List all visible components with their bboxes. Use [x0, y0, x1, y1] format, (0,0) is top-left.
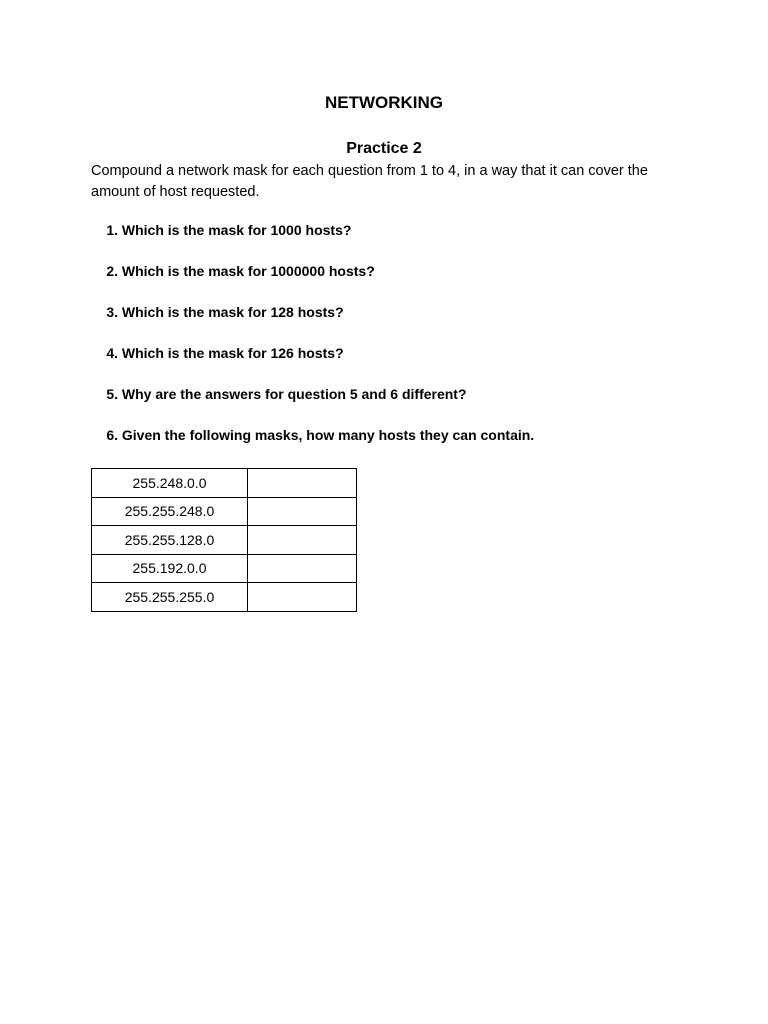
mask-cell: 255.255.128.0 [92, 526, 248, 555]
answer-cell[interactable] [248, 469, 357, 498]
question-item [91, 345, 711, 386]
table-row [92, 583, 357, 612]
question-list [91, 222, 711, 468]
question-item [91, 386, 711, 427]
document-title: NETWORKING [324, 93, 444, 112]
mask-cell: 255.248.0.0 [92, 469, 248, 498]
question-number: 6. [106, 427, 118, 443]
question-item [91, 222, 711, 263]
mask-cell: 255.255.248.0 [92, 497, 248, 526]
mask-table [91, 468, 357, 612]
question-item [91, 263, 711, 304]
question-number: 4. [106, 345, 118, 361]
question-item [91, 304, 711, 345]
question-number: 2. [106, 263, 118, 279]
answer-cell[interactable] [248, 497, 357, 526]
answer-cell[interactable] [248, 554, 357, 583]
question-text: Given the following masks, how many hosts they can contain. [121, 427, 535, 443]
document-subtitle: Practice 2 [346, 140, 422, 157]
table-row [92, 526, 357, 555]
answer-cell[interactable] [248, 526, 357, 555]
question-number: 1. [106, 222, 118, 238]
question-text: Why are the answers for question 5 and 6 different? [121, 386, 467, 402]
table-row [92, 469, 357, 498]
question-text: Which is the mask for 128 hosts? [121, 304, 344, 320]
question-number: 5. [106, 386, 118, 402]
question-item [91, 427, 711, 468]
question-number: 3. [106, 304, 118, 320]
question-text: Which is the mask for 1000 hosts? [121, 222, 352, 238]
mask-cell: 255.192.0.0 [92, 554, 248, 583]
table-row [92, 497, 357, 526]
answer-cell[interactable] [248, 583, 357, 612]
table-row [92, 554, 357, 583]
question-text: Which is the mask for 126 hosts? [121, 345, 344, 361]
question-text: Which is the mask for 1000000 hosts? [121, 263, 375, 279]
instructions-paragraph: Compound a network mask for each question from 1 to 4, in a way that it can cover the amount of host requested. [91, 163, 648, 200]
mask-cell: 255.255.255.0 [92, 583, 248, 612]
